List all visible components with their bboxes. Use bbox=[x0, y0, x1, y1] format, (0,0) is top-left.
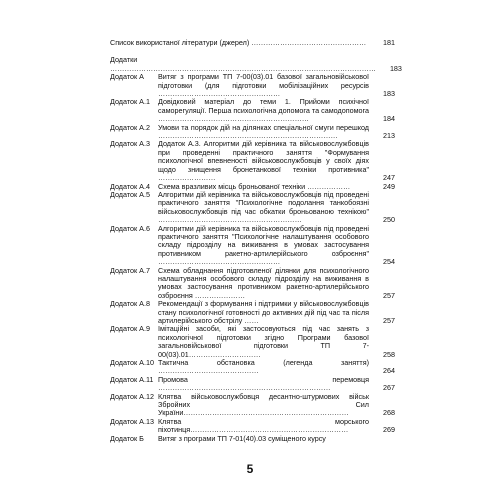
toc-entry-text: Витяг з програми ТП 7-00(03).01 базової загальновійськової підготовки (для підготовки мобілізаційних ресурсів …………………………………………… bbox=[158, 72, 369, 99]
toc-entry-text: Клятва військовослужбовця десантно-штурмових військ Збройних Сил України…………………………………………………………… bbox=[158, 391, 369, 418]
toc-entry-body bbox=[110, 55, 402, 73]
toc-entry-label: Додаток А.7 bbox=[110, 265, 150, 275]
toc-entry-list bbox=[110, 73, 395, 443]
toc-entry-text: Імітаційні засоби, які застосовуються під час занять з психологічної підготовки згідно Програми базової загальновійськової підготовки ТП 7-00(03).01………………………… bbox=[158, 324, 369, 359]
toc-entry bbox=[110, 325, 395, 359]
toc-entry-text: Додатки ………………………………………………………………………………………………… bbox=[110, 55, 376, 73]
toc-entry-label: Додаток А.4 bbox=[110, 181, 150, 191]
toc-entry-body bbox=[158, 124, 395, 141]
toc-entry-text: Клятва морського піхотинця………………………………………………………… bbox=[158, 416, 369, 435]
toc-entry-label: Додаток А.6 bbox=[110, 223, 150, 233]
toc-entry-label: Додаток А.9 bbox=[110, 324, 150, 334]
toc-entry-body bbox=[158, 325, 395, 359]
toc-entry-body bbox=[158, 225, 395, 267]
toc-entry-body bbox=[158, 73, 395, 98]
toc-entry-text: Витяг з програми ТП 7-01(40).03 суміщеного курсу bbox=[158, 433, 326, 443]
toc-entry bbox=[110, 393, 395, 418]
toc-entry-label: Додаток А bbox=[110, 72, 144, 82]
toc-entry-label: Додаток А.3 bbox=[110, 139, 150, 149]
toc-entry bbox=[110, 140, 395, 182]
toc-entry-page: 257 bbox=[383, 290, 395, 300]
toc-entry-label: Додаток А.12 bbox=[110, 391, 154, 401]
toc-entry-text: Алгоритми дій керівника та військовослужбовців під проведені практичного заняття "Психологічне налаштування особового складу підрозділу на виживання в умовах застосування противником ракетно-артилерійського озброєння" …………………………………………… bbox=[158, 223, 369, 267]
toc-entry-text: Алгоритми дій керівника та військовослужбовців під проведені практичного заняття "Психологічне подолання танкобоязні військовослужбовців під час обкатки броньованою технікою" …………………………………………………… bbox=[158, 189, 369, 225]
toc-entry-text: Схема обладнання підготовленої ділянки для психологічного налаштування особового складу підрозділу на виживання в умовах застосування противником ракетно-артилерійського озброєння ………………… bbox=[158, 265, 369, 300]
toc-entry bbox=[110, 418, 395, 435]
toc-entry-text: Довідковий матеріал до теми 1. Прийоми психічної саморегуляції. Перша психологічна допомога та самодопомога ……………………………………………………… bbox=[158, 97, 369, 124]
toc-entry-page: 269 bbox=[383, 425, 395, 435]
toc-entry-body bbox=[158, 191, 395, 225]
toc-entry-label: Додаток А.2 bbox=[110, 122, 150, 132]
toc-entry bbox=[110, 267, 395, 301]
toc-entry-body bbox=[158, 267, 395, 301]
toc-entry-text: Додаток А.3. Алгоритми дій керівника та військовослужбовців при проведенні практичного заняття "Формування психологічної впевненості військовослужбовців у своїх діях щодо знищення бронетанкової техніки противника" …………………… bbox=[158, 139, 369, 183]
toc-entry-page: 258 bbox=[383, 349, 395, 359]
toc-entry-text: Список використаної літератури (джерел) ………………………………………… bbox=[110, 38, 367, 47]
toc-entry-label: Додаток А.1 bbox=[110, 97, 150, 107]
toc-entry-page: 183 bbox=[383, 89, 395, 99]
toc-entry-body bbox=[158, 359, 395, 376]
toc-entry-page: 249 bbox=[383, 181, 395, 191]
toc-entry-page: 268 bbox=[383, 408, 395, 418]
toc-entry-page: 257 bbox=[383, 316, 395, 325]
toc-entry-page: 254 bbox=[383, 257, 395, 267]
toc-entry-label: Додаток А.10 bbox=[110, 358, 154, 368]
toc-entry-page: 247 bbox=[383, 173, 395, 183]
toc-entry-page: 250 bbox=[383, 215, 395, 225]
toc-entry-page: 267 bbox=[383, 383, 395, 393]
toc-entry-body bbox=[158, 435, 395, 443]
toc-entry-page: 183 bbox=[389, 63, 402, 73]
toc-entry bbox=[110, 73, 395, 98]
toc-entry-body bbox=[158, 418, 395, 435]
toc-entry-appendices bbox=[110, 55, 402, 73]
toc-entry-page: 181 bbox=[383, 38, 395, 47]
toc-entry-body bbox=[158, 376, 395, 393]
toc-entry-text: Тактична обстановка (легенда заняття) …………………………………… bbox=[158, 358, 369, 376]
toc-entry-text: Умови та порядок дій на ділянках спеціальної смуги перешкод ………………………………………………………………… bbox=[158, 122, 369, 141]
toc-entry-page: 264 bbox=[383, 366, 395, 376]
toc-entry-label: Додаток А.11 bbox=[110, 374, 154, 384]
toc-entry-body bbox=[110, 39, 395, 47]
table-of-contents bbox=[110, 38, 402, 443]
toc-entry-body bbox=[158, 98, 395, 123]
toc-entry bbox=[110, 435, 395, 443]
toc-entry bbox=[110, 300, 395, 325]
toc-entry-text: Промова перемовця ……………………………………………………………… bbox=[158, 374, 369, 393]
toc-entry-label: Додаток Б bbox=[110, 433, 144, 443]
toc-entry-page: 184 bbox=[383, 114, 395, 124]
toc-entry-sources bbox=[110, 39, 395, 47]
toc-entry-label: Додаток А.8 bbox=[110, 299, 150, 309]
toc-entry-body bbox=[158, 300, 395, 325]
toc-entry-body bbox=[158, 140, 395, 182]
toc-entry-label: Додаток А.13 bbox=[110, 416, 154, 426]
toc-entry bbox=[110, 359, 395, 376]
toc-entry-text: Схема вразливих місць броньованої техніки ……………… bbox=[158, 181, 351, 191]
toc-entry-body bbox=[158, 393, 395, 418]
toc-entry bbox=[110, 191, 395, 225]
toc-entry bbox=[110, 124, 395, 141]
toc-entry-label: Додаток А.5 bbox=[110, 189, 150, 199]
page-number: 5 bbox=[246, 462, 254, 476]
toc-entry-page: 213 bbox=[383, 131, 395, 141]
toc-entry-text: Рекомендації з формування і підтримки у військовослужбовців стану психологічної готовності до активних дій під час та після артилерійського обстрілу …… bbox=[158, 299, 369, 325]
toc-entry bbox=[110, 225, 395, 267]
toc-entry bbox=[110, 98, 395, 123]
toc-entry bbox=[110, 376, 395, 393]
